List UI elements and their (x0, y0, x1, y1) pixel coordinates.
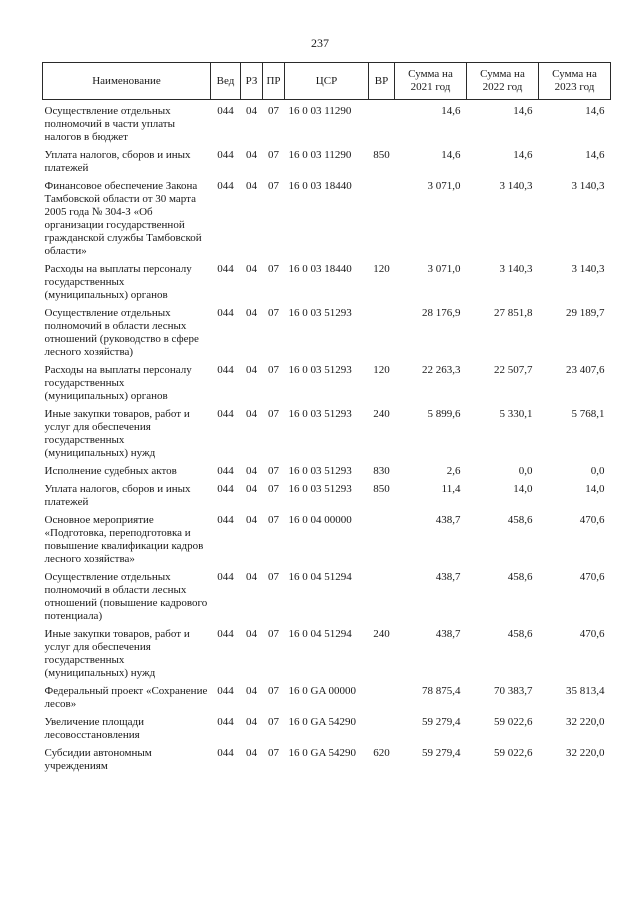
cell-rz: 04 (246, 628, 257, 640)
cell-pr: 07 (268, 408, 279, 420)
cell-sum-2021: 3 071,0 (427, 180, 461, 192)
cell-sum-2021: 11,4 (441, 483, 461, 495)
cell-csr: 16 0 04 00000 (288, 514, 352, 526)
table-row (43, 302, 611, 359)
cell-sum-2021: 2,6 (446, 465, 461, 477)
cell-name: Уплата налогов, сборов и иных платежей (44, 483, 191, 508)
cell-vr (369, 302, 395, 359)
cell-name: Уплата налогов, сборов и иных платежей (44, 149, 191, 174)
cell-sum-2022: 22 507,7 (494, 364, 533, 376)
cell-ved: 044 (217, 685, 234, 697)
cell-pr: 07 (268, 180, 279, 192)
cell-csr: 16 0 GA 00000 (288, 685, 357, 697)
cell-name: Финансовое обеспечение Закона Тамбовской области от 30 марта 2005 года № 304-З «Об организации государственной гражданской службы Тамбовской области» (44, 180, 202, 257)
cell-sum-2023: 470,6 (579, 571, 605, 583)
table-row (43, 359, 611, 403)
cell-sum-2021: 5 899,6 (427, 408, 461, 420)
cell-csr: 16 0 03 51293 (288, 465, 352, 477)
cell-name: Расходы на выплаты персоналу государственных (муниципальных) органов (44, 263, 192, 301)
cell-sum-2022: 458,6 (507, 628, 533, 640)
cell-pr: 07 (268, 483, 279, 495)
cell-sum-2021: 3 071,0 (427, 263, 461, 275)
cell-pr: 07 (268, 364, 279, 376)
cell-name: Субсидии автономным учреждениям (44, 747, 152, 772)
header-vr: ВР (369, 63, 395, 100)
cell-vr: 850 (373, 149, 390, 161)
cell-csr: 16 0 03 11290 (288, 105, 352, 117)
cell-pr: 07 (268, 263, 279, 275)
cell-vr: 620 (373, 747, 390, 759)
cell-csr: 16 0 04 51294 (288, 571, 352, 583)
cell-ved: 044 (217, 307, 234, 319)
table-row (43, 258, 611, 302)
page-number: 237 (311, 36, 329, 50)
cell-csr: 16 0 03 18440 (288, 263, 352, 275)
cell-ved: 044 (217, 105, 234, 117)
cell-sum-2021: 438,7 (435, 628, 461, 640)
cell-vr (369, 100, 395, 145)
cell-vr (369, 711, 395, 742)
cell-sum-2022: 27 851,8 (494, 307, 533, 319)
cell-name: Исполнение судебных актов (44, 465, 177, 477)
header-csr: ЦСР (285, 63, 369, 100)
cell-sum-2021: 22 263,3 (422, 364, 461, 376)
cell-pr: 07 (268, 747, 279, 759)
cell-ved: 044 (217, 747, 234, 759)
cell-csr: 16 0 03 51293 (288, 364, 352, 376)
cell-name: Расходы на выплаты персоналу государственных (муниципальных) органов (44, 364, 192, 402)
cell-csr: 16 0 03 51293 (288, 408, 352, 420)
cell-rz: 04 (246, 685, 257, 697)
header-sum-2023: Сумма на 2023 год (539, 63, 611, 100)
table-row (43, 403, 611, 460)
cell-pr: 07 (268, 628, 279, 640)
cell-rz: 04 (246, 180, 257, 192)
cell-vr: 240 (373, 628, 390, 640)
table-header-row (43, 63, 611, 100)
cell-rz: 04 (246, 408, 257, 420)
cell-rz: 04 (246, 149, 257, 161)
table-row (43, 460, 611, 478)
cell-sum-2022: 59 022,6 (494, 747, 533, 759)
cell-vr: 830 (373, 465, 390, 477)
cell-ved: 044 (217, 408, 234, 420)
cell-sum-2023: 35 813,4 (566, 685, 605, 697)
cell-csr: 16 0 03 51293 (288, 307, 352, 319)
cell-sum-2022: 5 330,1 (499, 408, 533, 420)
cell-name: Осуществление отдельных полномочий в части уплаты налогов в бюджет (44, 105, 175, 143)
cell-pr: 07 (268, 685, 279, 697)
cell-sum-2021: 59 279,4 (422, 716, 461, 728)
cell-vr (369, 175, 395, 258)
header-name: Наименование (43, 63, 211, 100)
cell-rz: 04 (246, 465, 257, 477)
header-sum-2021: Сумма на 2021 год (395, 63, 467, 100)
cell-sum-2023: 5 768,1 (571, 408, 605, 420)
cell-sum-2023: 14,6 (585, 149, 605, 161)
cell-sum-2023: 32 220,0 (566, 716, 605, 728)
cell-rz: 04 (246, 571, 257, 583)
table-row (43, 175, 611, 258)
cell-ved: 044 (217, 483, 234, 495)
cell-name: Федеральный проект «Сохранение лесов» (44, 685, 208, 710)
cell-sum-2023: 470,6 (579, 628, 605, 640)
cell-pr: 07 (268, 716, 279, 728)
table-row (43, 144, 611, 175)
cell-sum-2021: 78 875,4 (422, 685, 461, 697)
cell-ved: 044 (217, 716, 234, 728)
cell-vr: 850 (373, 483, 390, 495)
cell-rz: 04 (246, 307, 257, 319)
cell-sum-2023: 23 407,6 (566, 364, 605, 376)
cell-name: Увеличение площади лесовосстановления (44, 716, 144, 741)
header-ved: Вед (211, 63, 241, 100)
cell-sum-2023: 470,6 (579, 514, 605, 526)
cell-sum-2021: 59 279,4 (422, 747, 461, 759)
cell-vr (369, 509, 395, 566)
cell-sum-2022: 458,6 (507, 514, 533, 526)
cell-rz: 04 (246, 514, 257, 526)
table-row (43, 680, 611, 711)
cell-pr: 07 (268, 307, 279, 319)
cell-ved: 044 (217, 364, 234, 376)
cell-rz: 04 (246, 483, 257, 495)
cell-sum-2022: 59 022,6 (494, 716, 533, 728)
cell-ved: 044 (217, 263, 234, 275)
cell-rz: 04 (246, 263, 257, 275)
cell-ved: 044 (217, 571, 234, 583)
cell-sum-2023: 3 140,3 (571, 263, 605, 275)
cell-vr: 120 (373, 263, 390, 275)
cell-sum-2023: 3 140,3 (571, 180, 605, 192)
table-row (43, 509, 611, 566)
cell-sum-2023: 14,6 (585, 105, 605, 117)
cell-csr: 16 0 04 51294 (288, 628, 352, 640)
table-row (43, 566, 611, 623)
header-pr: ПР (263, 63, 285, 100)
cell-sum-2022: 14,0 (513, 483, 533, 495)
cell-csr: 16 0 03 11290 (288, 149, 352, 161)
cell-sum-2023: 0,0 (590, 465, 605, 477)
cell-sum-2021: 14,6 (441, 105, 461, 117)
cell-sum-2022: 14,6 (513, 105, 533, 117)
cell-ved: 044 (217, 465, 234, 477)
cell-sum-2021: 28 176,9 (422, 307, 461, 319)
cell-vr (369, 566, 395, 623)
cell-name: Осуществление отдельных полномочий в области лесных отношений (повышение кадрового потенциала) (44, 571, 208, 622)
cell-sum-2023: 32 220,0 (566, 747, 605, 759)
cell-sum-2021: 438,7 (435, 571, 461, 583)
cell-sum-2022: 70 383,7 (494, 685, 533, 697)
cell-pr: 07 (268, 105, 279, 117)
cell-csr: 16 0 03 51293 (288, 483, 352, 495)
cell-sum-2022: 0,0 (518, 465, 533, 477)
cell-rz: 04 (246, 716, 257, 728)
cell-csr: 16 0 03 18440 (288, 180, 352, 192)
cell-ved: 044 (217, 628, 234, 640)
header-rz: РЗ (241, 63, 263, 100)
cell-sum-2022: 3 140,3 (499, 263, 533, 275)
cell-ved: 044 (217, 180, 234, 192)
cell-name: Основное мероприятие «Подготовка, переподготовка и повышение квалификации кадров лесного хозяйства» (44, 514, 204, 565)
cell-pr: 07 (268, 149, 279, 161)
cell-pr: 07 (268, 571, 279, 583)
cell-vr: 120 (373, 364, 390, 376)
table-row (43, 478, 611, 509)
cell-sum-2021: 438,7 (435, 514, 461, 526)
cell-pr: 07 (268, 465, 279, 477)
cell-csr: 16 0 GA 54290 (288, 716, 357, 728)
table-row (43, 100, 611, 145)
cell-sum-2022: 458,6 (507, 571, 533, 583)
cell-sum-2023: 29 189,7 (566, 307, 605, 319)
cell-ved: 044 (217, 149, 234, 161)
cell-pr: 07 (268, 514, 279, 526)
cell-name: Иные закупки товаров, работ и услуг для обеспечения государственных (муниципальных) нужд (44, 408, 190, 459)
cell-name: Осуществление отдельных полномочий в области лесных отношений (руководство в сфере лесного хозяйства) (44, 307, 199, 358)
cell-rz: 04 (246, 364, 257, 376)
cell-rz: 04 (246, 747, 257, 759)
cell-sum-2023: 14,0 (585, 483, 605, 495)
table-row (43, 623, 611, 680)
cell-vr: 240 (373, 408, 390, 420)
cell-sum-2021: 14,6 (441, 149, 461, 161)
cell-ved: 044 (217, 514, 234, 526)
cell-vr (369, 680, 395, 711)
table-row (43, 742, 611, 773)
header-sum-2022: Сумма на 2022 год (467, 63, 539, 100)
cell-sum-2022: 14,6 (513, 149, 533, 161)
cell-rz: 04 (246, 105, 257, 117)
cell-name: Иные закупки товаров, работ и услуг для обеспечения государственных (муниципальных) нужд (44, 628, 190, 679)
budget-table (42, 62, 611, 773)
table-row (43, 711, 611, 742)
cell-sum-2022: 3 140,3 (499, 180, 533, 192)
cell-csr: 16 0 GA 54290 (288, 747, 357, 759)
